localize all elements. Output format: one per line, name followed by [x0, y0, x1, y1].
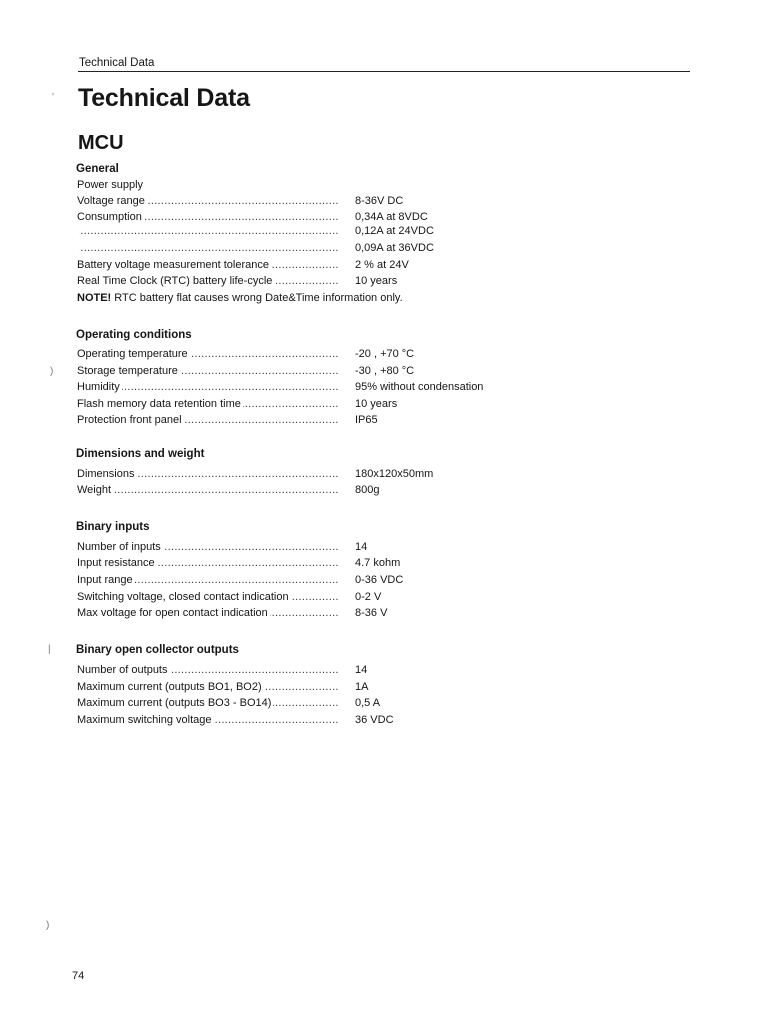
spec-label: Voltage range .....	[77, 195, 339, 207]
spec-label: Battery voltage measurement tolerance .....	[77, 259, 339, 271]
spec-row	[0, 607, 768, 623]
subtitle: MCU	[78, 132, 124, 154]
spec-label: Consumption .....	[77, 211, 339, 223]
spec-label: Switching voltage, closed contact indication .....	[77, 591, 339, 603]
spec-label	[77, 242, 339, 254]
spec-label: Maximum current (outputs BO1, BO2) .....	[77, 681, 339, 693]
spec-row	[0, 574, 768, 590]
margin-mark: )	[46, 920, 50, 931]
spec-label: Operating temperature .....	[77, 348, 339, 360]
spec-label	[77, 225, 339, 237]
section-title-general: General	[76, 163, 119, 175]
spec-label: Storage temperature .....	[77, 365, 339, 377]
section-title-binary-inputs: Binary inputs	[76, 521, 150, 533]
spec-value: 8-36 V	[355, 607, 388, 619]
spec-value: 95% without condensation	[355, 381, 484, 393]
spec-row	[0, 381, 768, 397]
section-title-dimensions: Dimensions and weight	[76, 448, 205, 460]
note-text: RTC battery flat causes wrong Date&Time information only.	[111, 292, 403, 304]
spec-row	[0, 259, 768, 275]
spec-label: Dimensions .....	[77, 468, 339, 480]
spec-value: 4.7 kohm	[355, 557, 401, 569]
spec-value: 0,5 A	[355, 697, 381, 709]
margin-mark: '	[52, 92, 54, 103]
spec-value: 800g	[355, 484, 380, 496]
spec-label: Number of inputs .....	[77, 541, 339, 553]
spec-label: Maximum current (outputs BO3 - BO14) .....	[77, 697, 339, 709]
spec-label: Protection front panel .....	[77, 414, 339, 426]
spec-row	[0, 398, 768, 414]
spec-value: 2 % at 24V	[355, 259, 409, 271]
margin-mark: |	[48, 644, 51, 655]
spec-label: Humidity .....	[77, 381, 339, 393]
spec-row	[0, 557, 768, 573]
spec-row	[0, 195, 768, 211]
spec-row	[0, 591, 768, 607]
spec-value: -20 , +70 °C	[355, 348, 415, 360]
spec-label: Input resistance .....	[77, 557, 339, 569]
spec-value: IP65	[355, 414, 378, 426]
spec-label: Real Time Clock (RTC) battery life-cycle .....	[77, 275, 339, 287]
spec-row	[0, 664, 768, 680]
spec-value: 10 years	[355, 275, 398, 287]
spec-value: 0-2 V	[355, 591, 382, 603]
spec-row	[0, 242, 768, 258]
margin-mark: )	[50, 366, 54, 377]
note-prefix: NOTE!	[77, 292, 112, 304]
spec-row	[0, 541, 768, 557]
page-number: 74	[72, 970, 85, 982]
spec-row	[0, 468, 768, 484]
spec-value: 14	[355, 664, 368, 676]
spec-row	[0, 681, 768, 697]
spec-row	[0, 484, 768, 500]
spec-label: Flash memory data retention time .....	[77, 398, 339, 410]
spec-label: Maximum switching voltage .....	[77, 714, 339, 726]
spec-label: Number of outputs .....	[77, 664, 339, 676]
spec-label: Weight .....	[77, 484, 339, 496]
spec-row	[0, 414, 768, 430]
header-rule	[78, 71, 690, 72]
page-title: Technical Data	[78, 84, 250, 112]
spec-label: Input range .....	[77, 574, 339, 586]
spec-value: 180x120x50mm	[355, 468, 434, 480]
spec-value: 14	[355, 541, 368, 553]
spec-row	[0, 365, 768, 381]
spec-value: -30 , +80 °C	[355, 365, 415, 377]
rtc-note	[77, 292, 403, 304]
section-title-operating: Operating conditions	[76, 329, 192, 341]
spec-row	[0, 348, 768, 364]
spec-value: 0,12A at 24VDC	[355, 225, 434, 237]
spec-value: 36 VDC	[355, 714, 394, 726]
spec-value: 0,34A at 8VDC	[355, 211, 428, 223]
spec-value: 8-36V DC	[355, 195, 404, 207]
spec-row	[0, 225, 768, 241]
spec-row	[0, 275, 768, 291]
spec-value: 0-36 VDC	[355, 574, 404, 586]
spec-value: 0,09A at 36VDC	[355, 242, 434, 254]
section-title-binary-outputs: Binary open collector outputs	[76, 644, 239, 656]
spec-value: 1A	[355, 681, 369, 693]
spec-label: Max voltage for open contact indication .....	[77, 607, 339, 619]
spec-value: 10 years	[355, 398, 398, 410]
running-head: Technical Data	[79, 57, 155, 69]
spec-row	[0, 714, 768, 730]
power-supply-subheading: Power supply	[77, 179, 144, 191]
spec-row	[0, 697, 768, 713]
